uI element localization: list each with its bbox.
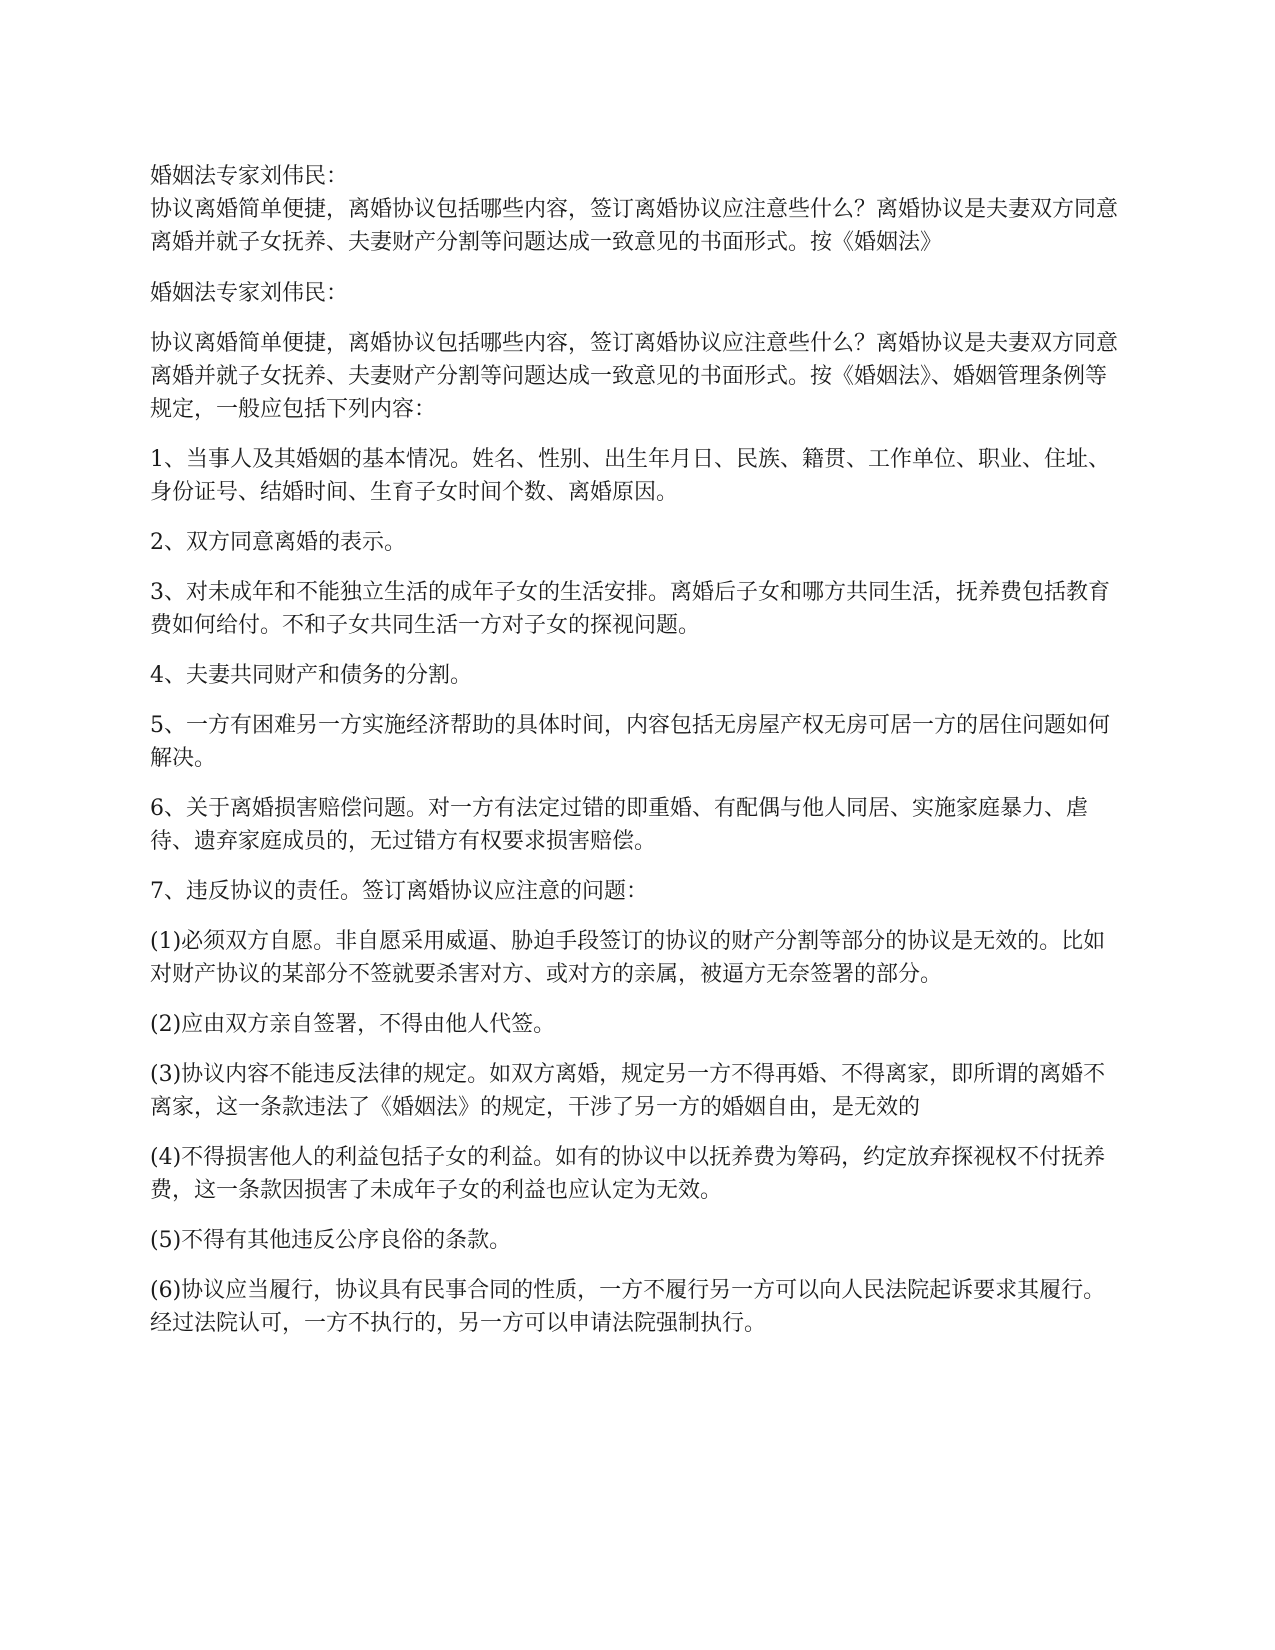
paragraph-note-4: (4)不得损害他人的利益包括子女的利益。如有的协议中以抚养费为筹码，约定放弃探视权不付抚养费，这一条款因损害了未成年子女的利益也应认定为无效。: [150, 1145, 1106, 1203]
paragraph-item-4: 4、夫妻共同财产和债务的分割。: [150, 663, 472, 688]
paragraph-note-5: (5)不得有其他违反公序良俗的条款。: [150, 1228, 512, 1253]
intro-summary: 协议离婚简单便捷，离婚协议包括哪些内容，签订离婚协议应注意些什么？离婚协议是夫妻双方同意离婚并就子女抚养、夫妻财产分割等问题达成一致意见的书面形式。按《婚姻法》: [150, 197, 1119, 255]
paragraph-note-3: (3)协议内容不能违反法律的规定。如双方离婚，规定另一方不得再婚、不得离家，即所谓的离婚不离家，这一条款违法了《婚姻法》的规定，干涉了另一方的婚姻自由，是无效的: [150, 1062, 1106, 1120]
paragraph-note-2: (2)应由双方亲自签署，不得由他人代签。: [150, 1012, 556, 1037]
paragraph-item-5: 5、一方有困难另一方实施经济帮助的具体时间，内容包括无房屋产权无房可居一方的居住问题如何解决。: [150, 713, 1111, 771]
paragraph-item-2: 2、双方同意离婚的表示。: [150, 530, 406, 555]
paragraph-note-6: (6)协议应当履行，协议具有民事合同的性质，一方不履行另一方可以向人民法院起诉要求其履行。经过法院认可，一方不执行的，另一方可以申请法院强制执行。: [150, 1278, 1106, 1336]
paragraph-item-3: 3、对未成年和不能独立生活的成年子女的生活安排。离婚后子女和哪方共同生活，抚养费包括教育费如何给付。不和子女共同生活一方对子女的探视问题。: [150, 580, 1111, 638]
document-page: [150, 160, 1126, 1340]
paragraph-item-6: 6、关于离婚损害赔偿问题。对一方有法定过错的即重婚、有配偶与他人同居、实施家庭暴力、虐待、遗弃家庭成员的，无过错方有权要求损害赔偿。: [150, 796, 1089, 854]
paragraph-author: 婚姻法专家刘伟民：: [150, 281, 349, 306]
paragraph-overview: 协议离婚简单便捷，离婚协议包括哪些内容，签订离婚协议应注意些什么？离婚协议是夫妻双方同意离婚并就子女抚养、夫妻财产分割等问题达成一致意见的书面形式。按《婚姻法》、婚姻管理条例等规定，一般应包括下列内容：: [150, 331, 1119, 422]
paragraph-item-1: 1、当事人及其婚姻的基本情况。姓名、性别、出生年月日、民族、籍贯、工作单位、职业、住址、身份证号、结婚时间、生育子女时间个数、离婚原因。: [150, 447, 1111, 505]
paragraph-note-1: (1)必须双方自愿。非自愿采用威逼、胁迫手段签订的协议的财产分割等部分的协议是无效的。比如对财产协议的某部分不签就要杀害对方、或对方的亲属，被逼方无奈签署的部分。: [150, 929, 1106, 987]
intro-heading: 婚姻法专家刘伟民：: [150, 164, 349, 189]
paragraph-item-7: 7、违反协议的责任。签订离婚协议应注意的问题：: [150, 879, 648, 904]
intro-block: [150, 160, 1126, 259]
